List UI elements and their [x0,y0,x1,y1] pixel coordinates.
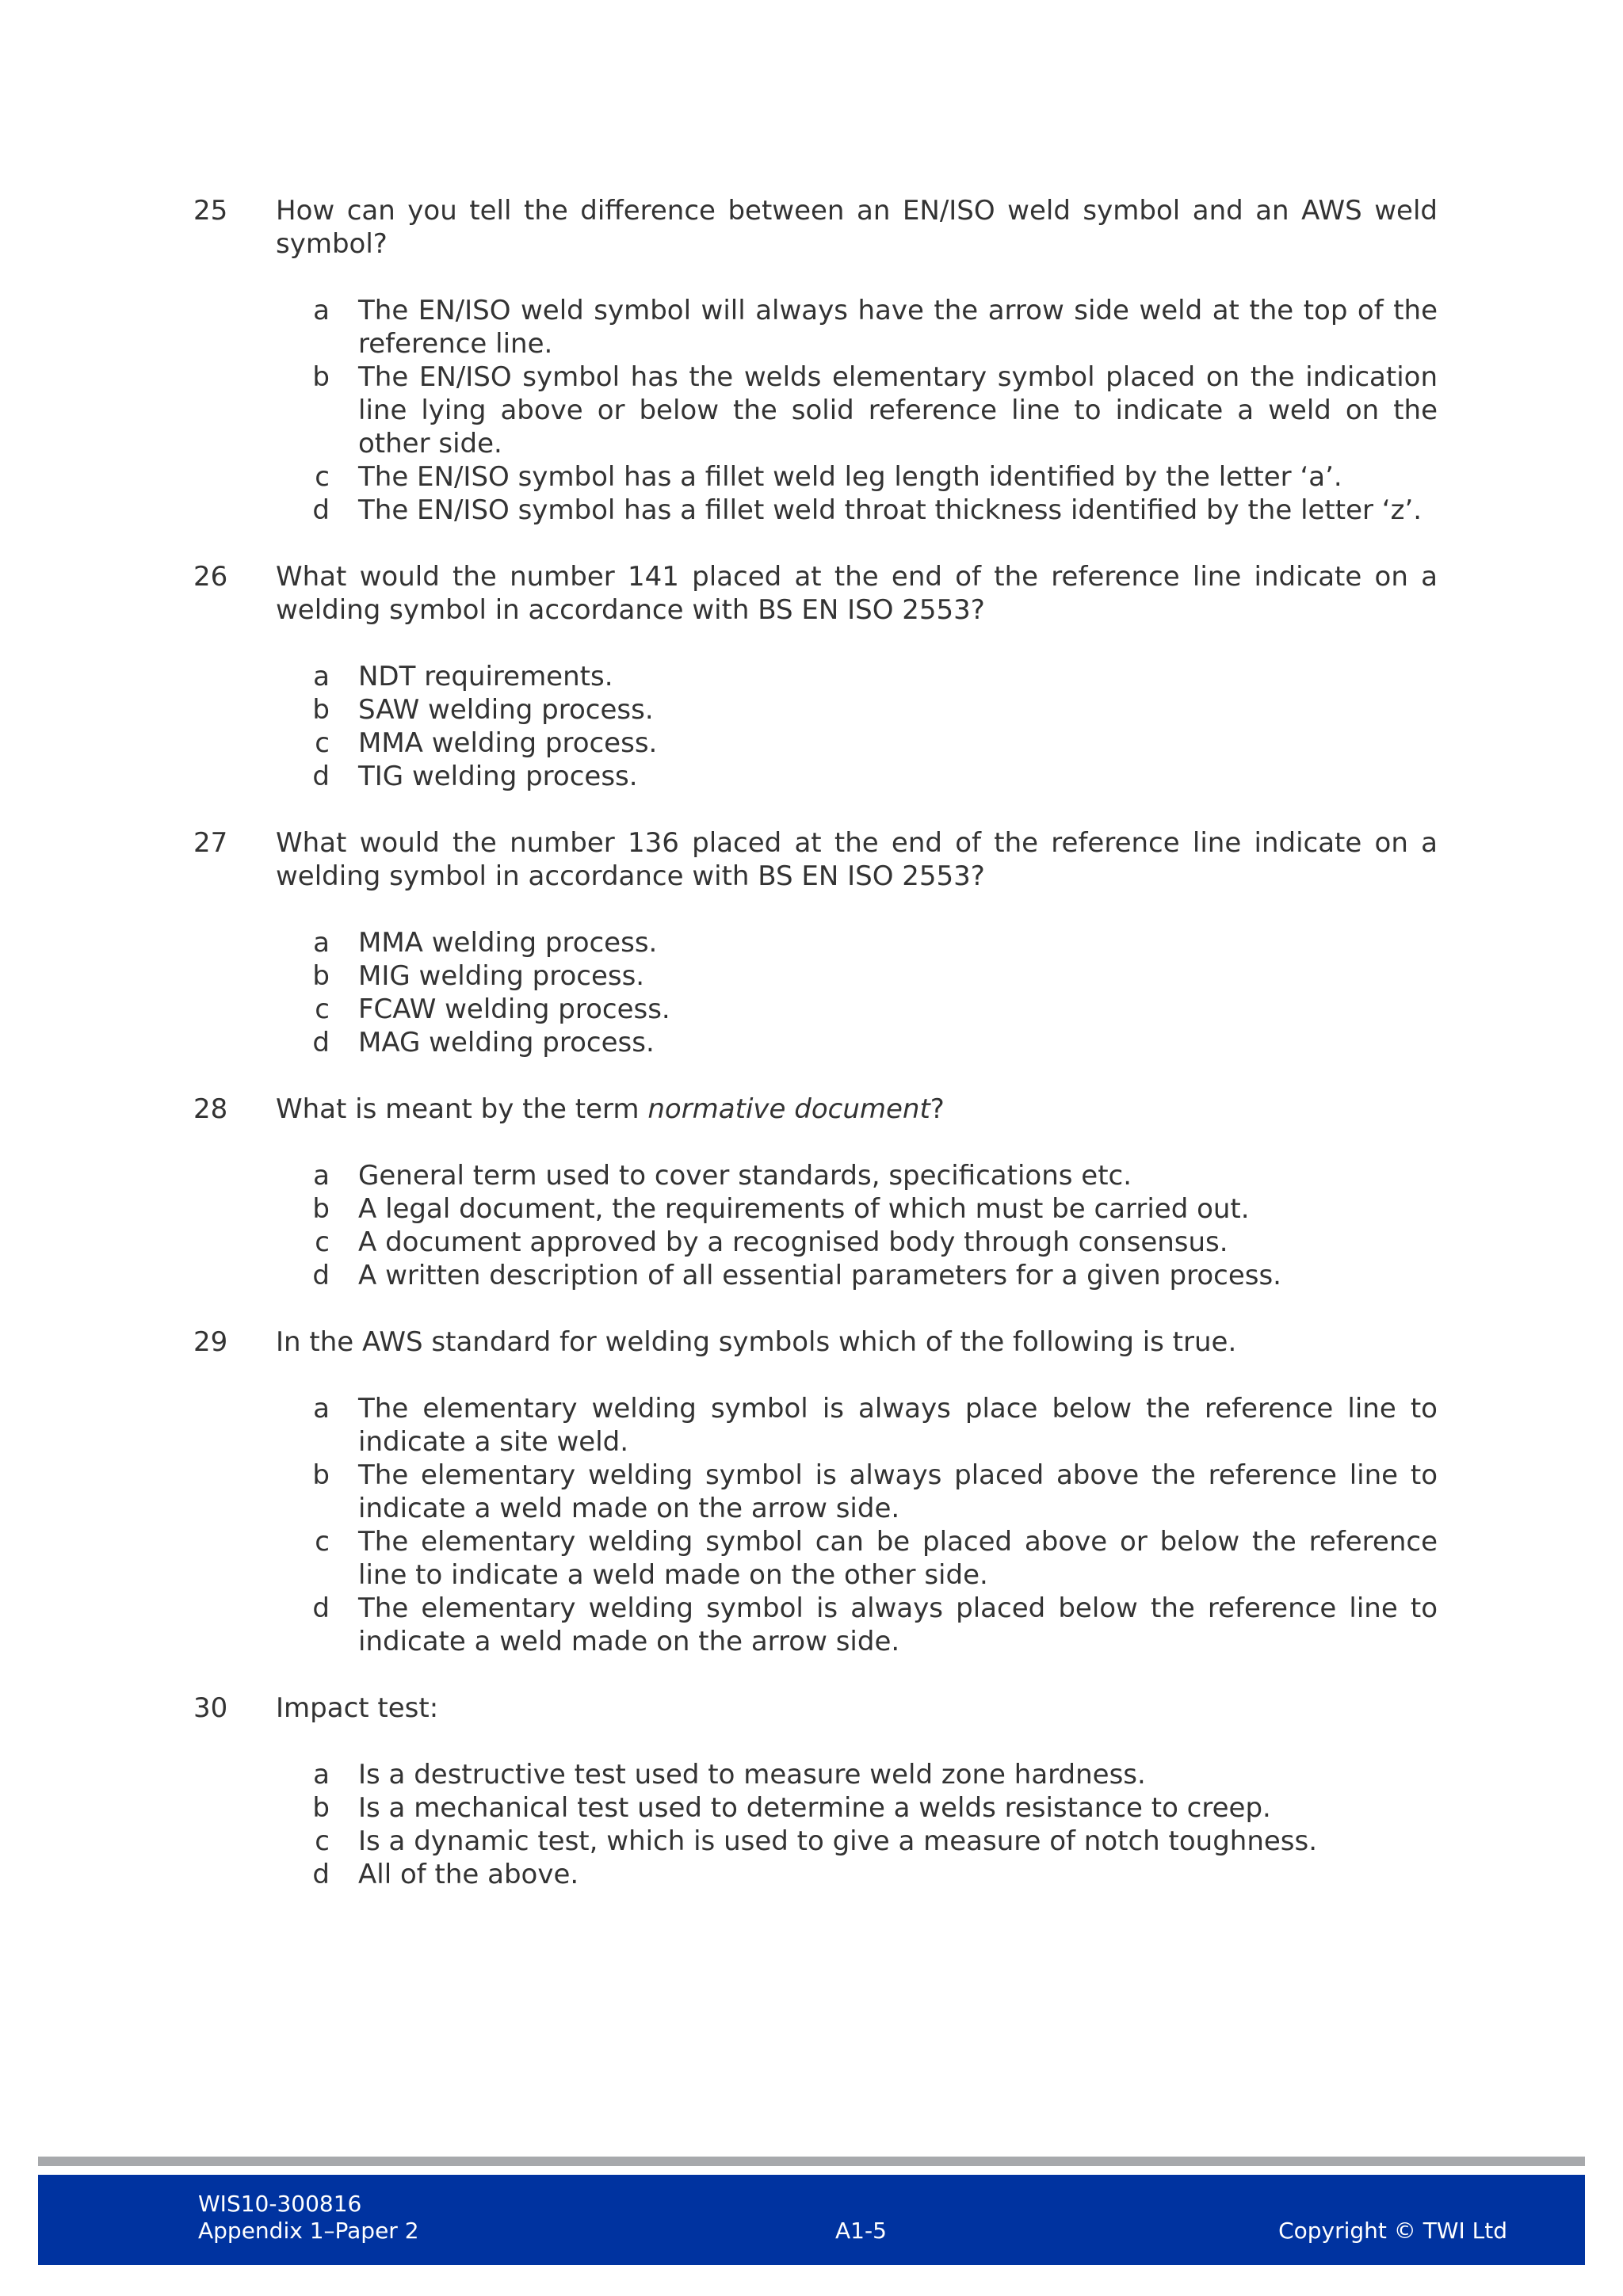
question-28 [193,1093,1438,1292]
question-text-start: What is meant by the term [276,1093,648,1125]
answer-options [193,1758,1438,1891]
option-text: A document approved by a recognised body through consensus. [358,1226,1228,1258]
answer-options [193,294,1438,527]
option-text: The EN/ISO symbol has a fillet weld leg length identified by the letter ‘a’. [358,461,1342,493]
option-text: The elementary welding symbol is always place below the reference line to indicate a site weld. [358,1393,1438,1458]
answer-option [193,1758,1438,1791]
option-letter: a [313,661,330,692]
option-letter: b [312,1193,330,1225]
answer-option [193,494,1438,527]
option-letter: c [315,461,330,493]
question-27 [193,826,1438,1059]
answer-option [193,294,1438,360]
option-letter: c [315,994,330,1025]
option-text: The EN/ISO symbol has a fillet weld throat thickness identified by the letter ‘z’. [358,494,1423,526]
footer-divider [38,2157,1585,2166]
answer-option [193,993,1438,1026]
answer-options [193,660,1438,793]
option-letter: c [315,1825,330,1857]
option-text: NDT requirements. [358,661,613,692]
option-text: SAW welding process. [358,694,654,726]
option-text: All of the above. [358,1859,579,1890]
question-text [276,1093,1438,1126]
option-letter: d [312,494,330,526]
option-letter: d [312,1859,330,1890]
answer-option [193,926,1438,959]
answer-option [193,1192,1438,1226]
option-text: MMA welding process. [358,727,658,759]
option-text: The elementary welding symbol is always placed below the reference line to indicate a weld made on the arrow side. [358,1592,1438,1657]
question-list [193,194,1438,1924]
answer-option [193,1392,1438,1459]
option-letter: a [313,927,330,959]
option-text: MAG welding process. [358,1027,655,1058]
answer-option [193,1459,1438,1525]
answer-option [193,1858,1438,1891]
answer-option [193,460,1438,494]
page-footer [38,2175,1585,2265]
option-text: Is a mechanical test used to determine a welds resistance to creep. [358,1792,1271,1824]
option-text: A written description of all essential parameters for a given process. [358,1260,1281,1291]
answer-option [193,1159,1438,1192]
question-25 [193,194,1438,527]
option-text: General term used to cover standards, specifications etc. [358,1160,1132,1192]
question-text: How can you tell the difference between an EN/ISO weld symbol and an AWS weld symbol? [276,195,1438,260]
option-text: FCAW welding process. [358,994,670,1025]
question-number: 30 [193,1692,228,1724]
option-letter: c [315,1226,330,1258]
appendix-label: Appendix 1–Paper 2 [198,2218,419,2244]
option-letter: a [313,1759,330,1791]
option-text: Is a dynamic test, which is used to give a measure of notch toughness. [358,1825,1318,1857]
question-26 [193,560,1438,793]
question-text: What would the number 136 placed at the end of the reference line indicate on a welding symbol in accordance with BS EN ISO 2553? [276,827,1438,892]
question-number: 28 [193,1093,228,1125]
option-letter: a [313,295,330,326]
answer-option [193,693,1438,727]
answer-option [193,360,1438,460]
answer-option [193,1825,1438,1858]
option-letter: d [312,1260,330,1291]
question-number: 27 [193,827,228,859]
option-letter: b [312,694,330,726]
option-text: MMA welding process. [358,927,658,959]
answer-option [193,727,1438,760]
option-text: The elementary welding symbol is always placed above the reference line to indicate a weld made on the arrow side. [358,1459,1438,1524]
question-30 [193,1691,1438,1891]
option-text: A legal document, the requirements of which must be carried out. [358,1193,1250,1225]
answer-option [193,959,1438,993]
answer-option [193,760,1438,793]
question-number: 29 [193,1326,228,1358]
answer-options [193,1159,1438,1292]
option-letter: c [315,727,330,759]
question-29 [193,1325,1438,1658]
option-letter: d [312,1027,330,1058]
option-text: TIG welding process. [358,761,638,792]
answer-option [193,1259,1438,1292]
answer-options [193,926,1438,1059]
option-letter: c [315,1526,330,1558]
copyright-notice: Copyright © TWI Ltd [1278,2218,1507,2244]
option-letter: b [312,1459,330,1491]
option-letter: a [313,1160,330,1192]
option-letter: b [312,1792,330,1824]
option-text: The EN/ISO weld symbol will always have the arrow side weld at the top of the reference line. [358,295,1438,360]
answer-option [193,1592,1438,1658]
answer-option [193,1525,1438,1592]
answer-options [193,1392,1438,1658]
document-reference: WIS10-300816 [198,2191,362,2217]
answer-option [193,660,1438,693]
option-letter: b [312,361,330,393]
question-text-italic: normative document [647,1093,930,1125]
option-letter: d [312,1592,330,1624]
option-letter: a [313,1393,330,1425]
question-text: Impact test: [276,1692,439,1724]
question-text: In the AWS standard for welding symbols which of the following is true. [276,1326,1237,1358]
page-number: A1-5 [835,2218,887,2244]
option-text: The EN/ISO symbol has the welds elementary symbol placed on the indication line lying above or below the solid reference line to indicate a weld on the other side. [358,361,1438,460]
option-text: Is a destructive test used to measure weld zone hardness. [358,1759,1146,1791]
answer-option [193,1026,1438,1059]
option-letter: d [312,761,330,792]
answer-option [193,1226,1438,1259]
question-text-end: ? [930,1093,945,1125]
question-number: 25 [193,195,228,227]
option-text: MIG welding process. [358,960,645,992]
question-number: 26 [193,561,228,593]
option-text: The elementary welding symbol can be placed above or below the reference line to indicate a weld made on the other side. [358,1526,1438,1591]
answer-option [193,1791,1438,1825]
question-text: What would the number 141 placed at the end of the reference line indicate on a welding symbol in accordance with BS EN ISO 2553? [276,561,1438,626]
option-letter: b [312,960,330,992]
